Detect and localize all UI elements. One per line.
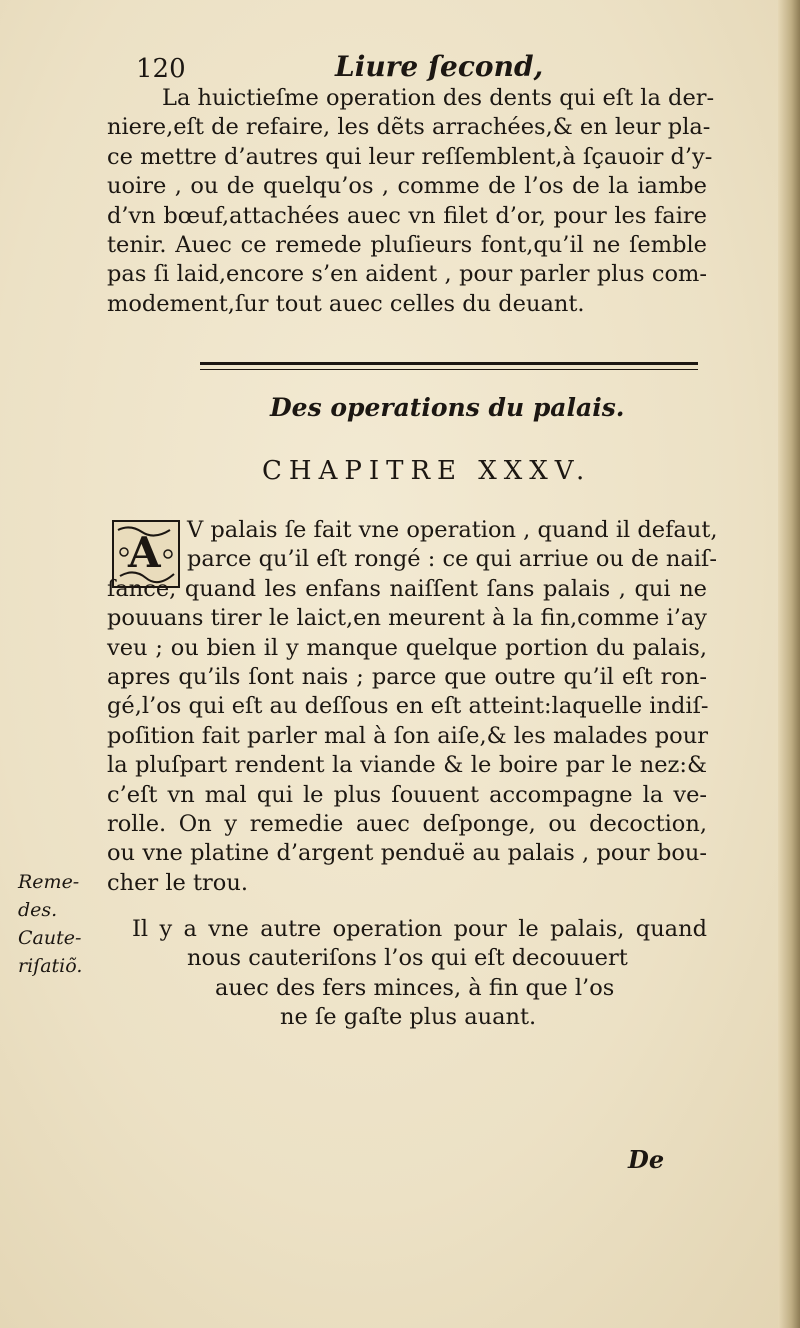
text-line: niere,eſt de refaire, les dẽts arrachées,& en leur pla- (107, 114, 711, 141)
section-heading: Des operations du palais. (270, 393, 625, 422)
paragraph-cauterization (107, 915, 707, 1033)
text-line: cher le trou. (107, 869, 248, 896)
text-line: V palais ſe fait vne operation , quand il defaut, (187, 517, 718, 543)
text-line: veu ; ou bien il y manque quelque portion du palais, (107, 634, 707, 661)
catchword: De (628, 1145, 665, 1174)
text-line: ce mettre d’autres qui leur reſſemblent,à ſçauoir d’y- (107, 143, 713, 170)
text-line: gé,l’os qui eſt au deſſous en eſt atteint:laquelle indiſ- (107, 693, 709, 720)
text-line: apres qu’ils ſont nais ; parce que outre qu’il eſt ron- (107, 664, 707, 691)
margin-note-line: Caute- (18, 927, 82, 949)
text-line: c’eſt vn mal qui le plus ſouuent accompagne la ve- (107, 781, 707, 808)
margin-note (18, 868, 108, 980)
paragraph-palate-operation (107, 516, 718, 898)
text-line: ou vne platine d’argent penduë au palais , pour bou- (107, 840, 707, 867)
text-line: La huictieſme operation des dents qui eſt la der- (162, 85, 715, 111)
dropcap-letter: A (128, 528, 161, 577)
page-gutter (778, 0, 800, 1328)
text-line: nous cauteriſons l’os qui eſt decouuert (187, 945, 628, 972)
margin-note-line: des. (18, 899, 58, 921)
text-line: pas ſi laid,encore s’en aident , pour parler plus com- (107, 261, 707, 288)
text-line: tenir. Auec ce remede pluſieurs font,qu’il ne ſemble (107, 232, 707, 259)
page-number: 120 (136, 54, 186, 84)
text-line: rolle. On y remedie auec deſponge, ou decoction, (107, 811, 707, 838)
running-title: Liure ſecond, (335, 50, 544, 83)
text-line: poſition fait parler mal à ſon aiſe,& les malades pour (107, 722, 708, 749)
text-line: uoire , ou de quelqu’os , comme de l’os de la iambe (107, 173, 707, 200)
text-line: ſance, quand les enfans naiſſent ſans palais , qui ne (107, 575, 707, 602)
text-line: pouuans tirer le laict,en meurent à la fin,comme i’ay (107, 605, 707, 632)
text-line: Il y a vne autre operation pour le palais, quand (132, 916, 707, 942)
text-line: la pluſpart rendent la viande & le boire par le nez:& (107, 752, 707, 779)
chapter-heading: CHAPITRE XXXV. (262, 456, 592, 486)
text-line: modement,ſur tout auec celles du deuant. (107, 290, 585, 317)
section-divider-rule (200, 362, 698, 370)
paragraph-tooth-operation (107, 84, 715, 319)
text-line: parce qu’il eſt rongé : ce qui arriue ou de naiſ- (187, 546, 717, 573)
margin-note-line: Reme- (18, 871, 80, 893)
text-line: ne ſe gaſte plus auant. (280, 1004, 537, 1031)
text-line: auec des fers minces, à fin que l’os (215, 974, 615, 1001)
text-line: d’vn bœuf,attachées auec vn filet d’or, pour les faire (107, 202, 707, 229)
margin-note-line: riſatiõ. (18, 955, 83, 977)
